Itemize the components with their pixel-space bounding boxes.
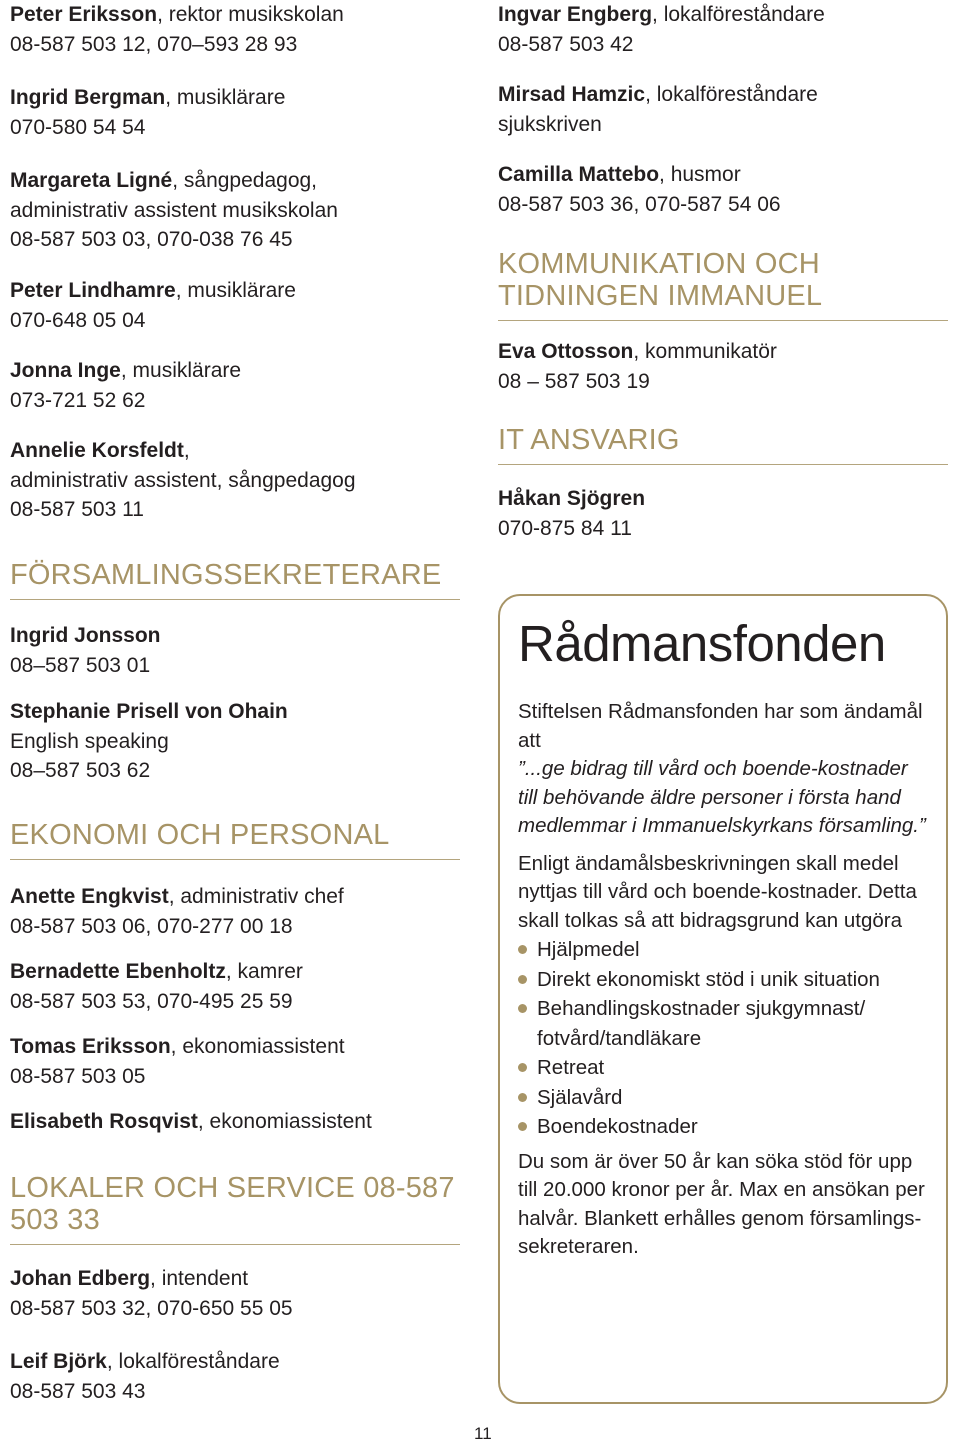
entry-ingvar-engberg: Ingvar Engberg, lokalföreståndare 08-587 503 42 xyxy=(498,3,825,56)
entry-mirsad-hamzic: Mirsad Hamzic, lokalföreståndare sjukskriven xyxy=(498,83,818,136)
page-number: 11 xyxy=(474,1424,492,1443)
entry-hakan-sjogren: Håkan Sjögren 070-875 84 11 xyxy=(498,487,646,540)
bullet-dot-icon xyxy=(518,1004,527,1013)
entry-margareta-ligne: Margareta Ligné, sångpedagog, administrativ assistent musikskolan 08-587 503 03, 070-038 76 45 xyxy=(10,169,338,251)
entry-johan-edberg: Johan Edberg, intendent 08-587 503 32, 070-650 55 05 xyxy=(10,1267,293,1320)
bullet-dot-icon xyxy=(518,945,527,954)
entry-peter-eriksson: Peter Eriksson, rektor musikskolan 08-587 503 12, 070–593 28 93 xyxy=(10,3,344,56)
list-item: Direkt ekonomiskt stöd i unik situation xyxy=(518,965,928,995)
box-quote: ”...ge bidrag till vård och boende-kostnader till behövande äldre personer i första hand medlemmar i Immanuelskyrkans församling.” xyxy=(518,757,926,837)
list-item: Själavård xyxy=(518,1083,928,1113)
entry-leif-bjork: Leif Björk, lokalföreståndare 08-587 503 43 xyxy=(10,1350,280,1403)
entry-elisabeth-rosqvist: Elisabeth Rosqvist, ekonomiassistent xyxy=(10,1110,372,1133)
bullet-dot-icon xyxy=(518,1063,527,1072)
section-heading-lokaler-och-service: LOKALER OCH SERVICE 08-587 503 33 xyxy=(10,1172,460,1245)
entry-ingrid-bergman: Ingrid Bergman, musiklärare 070-580 54 54 xyxy=(10,86,286,139)
entry-eva-ottosson: Eva Ottosson, kommunikatör 08 – 587 503 19 xyxy=(498,340,777,393)
entry-peter-lindhamre: Peter Lindhamre, musiklärare 070-648 05 04 xyxy=(10,279,296,332)
entry-bernadette-ebenholtz: Bernadette Ebenholtz, kamrer 08-587 503 53, 070-495 25 59 xyxy=(10,960,303,1013)
bullet-dot-icon xyxy=(518,1122,527,1131)
bullet-dot-icon xyxy=(518,1093,527,1102)
list-item: Hjälpmedel xyxy=(518,935,928,965)
entry-jonna-inge: Jonna Inge, musiklärare 073-721 52 62 xyxy=(10,359,242,412)
list-item: Behandlingskostnader sjukgymnast/ fotvård/tandläkare xyxy=(518,994,928,1053)
entry-camilla-mattebo: Camilla Mattebo, husmor 08-587 503 36, 070-587 54 06 xyxy=(498,163,781,216)
list-item: Retreat xyxy=(518,1053,928,1083)
list-item: Boendekostnader xyxy=(518,1112,928,1142)
entry-annelie-korsfeldt: Annelie Korsfeldt, administrativ assistent, sångpedagog 08-587 503 11 xyxy=(10,439,356,521)
radmansfonden-box xyxy=(498,594,948,1404)
box-body: Enligt ändamålsbeskrivningen skall medel nyttjas till vård och boende-kostnader. Detta skall tolkas så att bidragsgrund kan utgöra xyxy=(518,851,917,932)
entry-anette-engkvist: Anette Engkvist, administrativ chef 08-587 503 06, 070-277 00 18 xyxy=(10,885,344,938)
section-heading-ekonomi-och-personal: EKONOMI OCH PERSONAL xyxy=(10,819,460,860)
section-heading-forsamlingssekreterare: FÖRSAMLINGSSEKRETERARE xyxy=(10,559,460,600)
box-bullet-list xyxy=(518,935,928,1142)
entry-stephanie-prisell: Stephanie Prisell von Ohain English speaking 08–587 503 62 xyxy=(10,700,288,782)
box-intro: Stiftelsen Rådmansfonden har som ändamål att xyxy=(518,700,923,752)
bullet-dot-icon xyxy=(518,975,527,984)
entry-ingrid-jonsson: Ingrid Jonsson 08–587 503 01 xyxy=(10,624,161,677)
section-heading-kommunikation: KOMMUNIKATION OCH TIDNINGEN IMMANUEL xyxy=(498,248,948,321)
box-title: Rådmansfonden xyxy=(518,615,886,672)
entry-tomas-eriksson: Tomas Eriksson, ekonomiassistent 08-587 503 05 xyxy=(10,1035,345,1088)
section-heading-it-ansvarig: IT ANSVARIG xyxy=(498,424,948,465)
box-closing: Du som är över 50 år kan söka stöd för upp till 20.000 kronor per år. Max en ansökan per halvår. Blankett erhålles genom församlings-sekreteraren. xyxy=(518,1149,925,1258)
